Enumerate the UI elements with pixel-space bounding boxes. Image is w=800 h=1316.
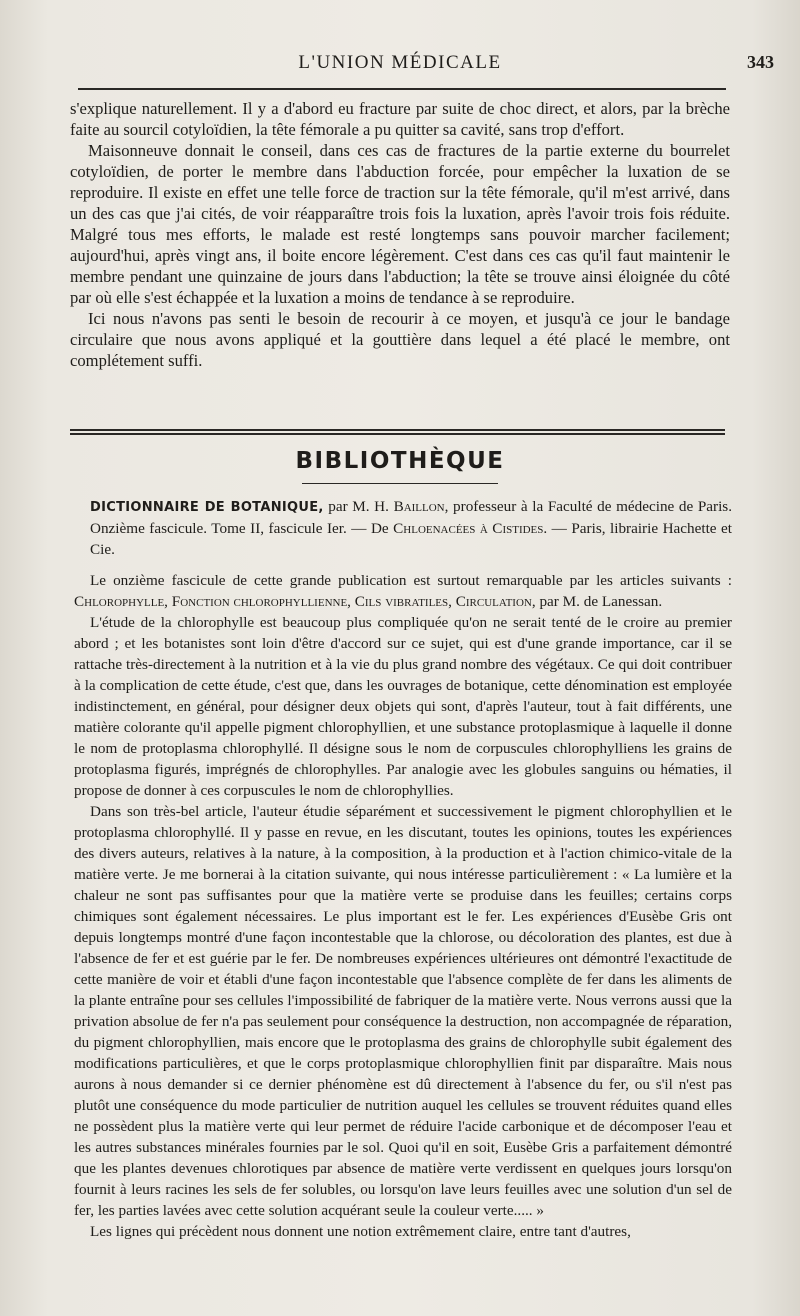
volume-range: Chloenacées à Cistides — [393, 520, 544, 537]
entry-text: , professeur à la Faculté de médecine de Paris. Onzième fascicule. Tome II, fascicule Ier. — De — [90, 498, 732, 537]
entry-text: . — Paris, librairie Hachette et Cie. — [90, 520, 732, 558]
page-number: 343 — [747, 52, 774, 72]
book-review — [74, 496, 732, 1242]
entry-text: par M. H. — [323, 498, 394, 515]
paragraph: Maisonneuve donnait le conseil, dans ces cas de fractures de la partie externe du bourrelet cotyloïdien, de porter le membre dans l'abduction forcée, pour empêcher la luxation de se reproduire. Il existe en effet une telle force de traction sur la tête fémorale, qu'il m'est arrivé, dans un des cas que j'ai cités, de voir réapparaître trois fois la luxation, après l'avoir trois fois réduite. Malgré tous mes efforts, le malade est resté longtemps sans pouvoir marcher facilement; aujourd'hui, après vingt ans, il boite encore légèrement. C'est dans ces cas qu'il faut maintenir le membre pendant une quinzaine de jours dans l'abduction; la tête se trouve ainsi éloignée du côté par où elle s'est échappée et la luxation a moins de tendance à se reproduire. — [70, 141, 730, 307]
page-header — [70, 52, 774, 84]
title-underline — [302, 483, 498, 484]
paragraph: s'explique naturellement. Il y a d'abord eu fracture par suite de choc direct, et alors, par la brèche faite au sourcil cotyloïdien, la tête fémorale a pu quitter sa cavité, sans trop d'effort. — [70, 99, 730, 139]
section-divider — [70, 429, 725, 435]
paragraph: Ici nous n'avons pas senti le besoin de recourir à ce moyen, et jusqu'à ce jour le bandage circulaire que nous avons appliqué et la gouttière dans lequel a été placé le membre, ont complétement suffi. — [70, 309, 730, 370]
paragraph-text: Le onzième fascicule de cette grande publication est surtout remarquable par les articles suivants : — [90, 572, 732, 589]
paragraph: L'étude de la chlorophylle est beaucoup plus compliquée qu'on ne serait tenté de le croire au premier abord ; et les botanistes sont loin d'être d'accord sur ce sujet, qui est d'une grande importance, car il se rattache très-directement à la nutrition et à la vie du plus grand nombre des végétaux. Ce qui doit contribuer à la complication de cette étude, c'est que, dans les ouvrages de botanique, cette dénomination est employée indistinctement, en général, pour désigner deux objets qui sont, d'après l'auteur, tout à fait différents, une matière colorante qu'il appelle pigment chlorophyllien, et une substance protoplasmique à laquelle il donne le nom de protoplasma chlorophyllé. Il désigne sous le nom de corpuscules chlorophylliens les grains de protoplasma figurés, imprégnés de chlorophylles. Par analogie avec les globules sanguins ou hématies, il propose de donner à ces corpuscules le nom de chlorophyllies. — [74, 614, 732, 799]
article-list: Chlorophylle, Fonction chlorophyllienne, Cils vibratiles, Circulation, — [74, 593, 536, 610]
section-title: BIBLIOTHÈQUE — [295, 448, 505, 474]
paragraph: Les lignes qui précèdent nous donnent une notion extrêmement claire, entre tant d'autres, — [90, 1223, 631, 1240]
paragraph — [74, 570, 732, 612]
book-title: DICTIONNAIRE DE BOTANIQUE, — [90, 500, 324, 515]
running-title: L'UNION MÉDICALE — [298, 52, 502, 73]
bibliographic-entry — [74, 496, 732, 560]
header-rule — [78, 88, 726, 90]
paragraph: Dans son très-bel article, l'auteur étudie séparément et successivement le pigment chlorophyllien et le protoplasma chlorophyllé. Il y passe en revue, en les discutant, toutes les opinions, toutes les expériences des divers auteurs, relatives à la nature, à la composition, à la production et à l'action chimico-vitale de la matière verte. Je me bornerai à la citation suivante, qui nous intéresse particulièrement : « La lumière et la chaleur ne sont pas suffisantes pour que la matière verte se produise dans les feuilles; certains corps chimiques sont également nécessaires. Le plus important est le fer. Les expériences d'Eusèbe Gris ont depuis longtemps montré d'une façon incontestable que la chlorose, ou décoloration des plantes, est due à l'absence de fer et est guérie par le fer. De nombreuses expériences ultérieures ont démontré l'exactitude de cette manière de voir et établi d'une façon incontestable que l'absence complète de fer dans les aliments de la plante entraîne pour ses cellules l'impossibilité de fabriquer de la matière verte. Nous verrons aussi que la privation absolue de fer n'a pas seulement pour conséquence la destruction, non accompagnée de réparation, du pigment chlorophyllien, mais encore que le protoplasma des grains de chlorophylle subit également des modifications particulières, et que le corps protoplasmique chlorophyllien finit par disparaître. Mais nous aurons à nous demander si ce dernier phénomène est dû directement à l'absence du fer, ou s'il n'est pas plutôt une conséquence du mode particulier de nutrition auquel les cellules se trouvent réduites quand elles ne possèdent plus la matière verte qui leur permet de réduire l'acide carbonique et de décomposer l'eau et les autres substances minérales fournies par le sol. Quoi qu'il en soit, Eusèbe Gris a parfaitement démontré que les plantes devenues chlorotiques par absence de matière verte verdissent en quelques jours lorsqu'on fournit à leurs racines les sels de fer solubles, ou lorsqu'on lave leurs feuilles avec une solution d'un sel de fer, les parties lavées avec cette solution acquérant seule la couleur verte..... » — [74, 803, 732, 1219]
article-conclusion — [70, 98, 730, 371]
paragraph-text: par M. de Lanessan. — [535, 593, 663, 610]
author-name: Baillon — [393, 498, 445, 515]
